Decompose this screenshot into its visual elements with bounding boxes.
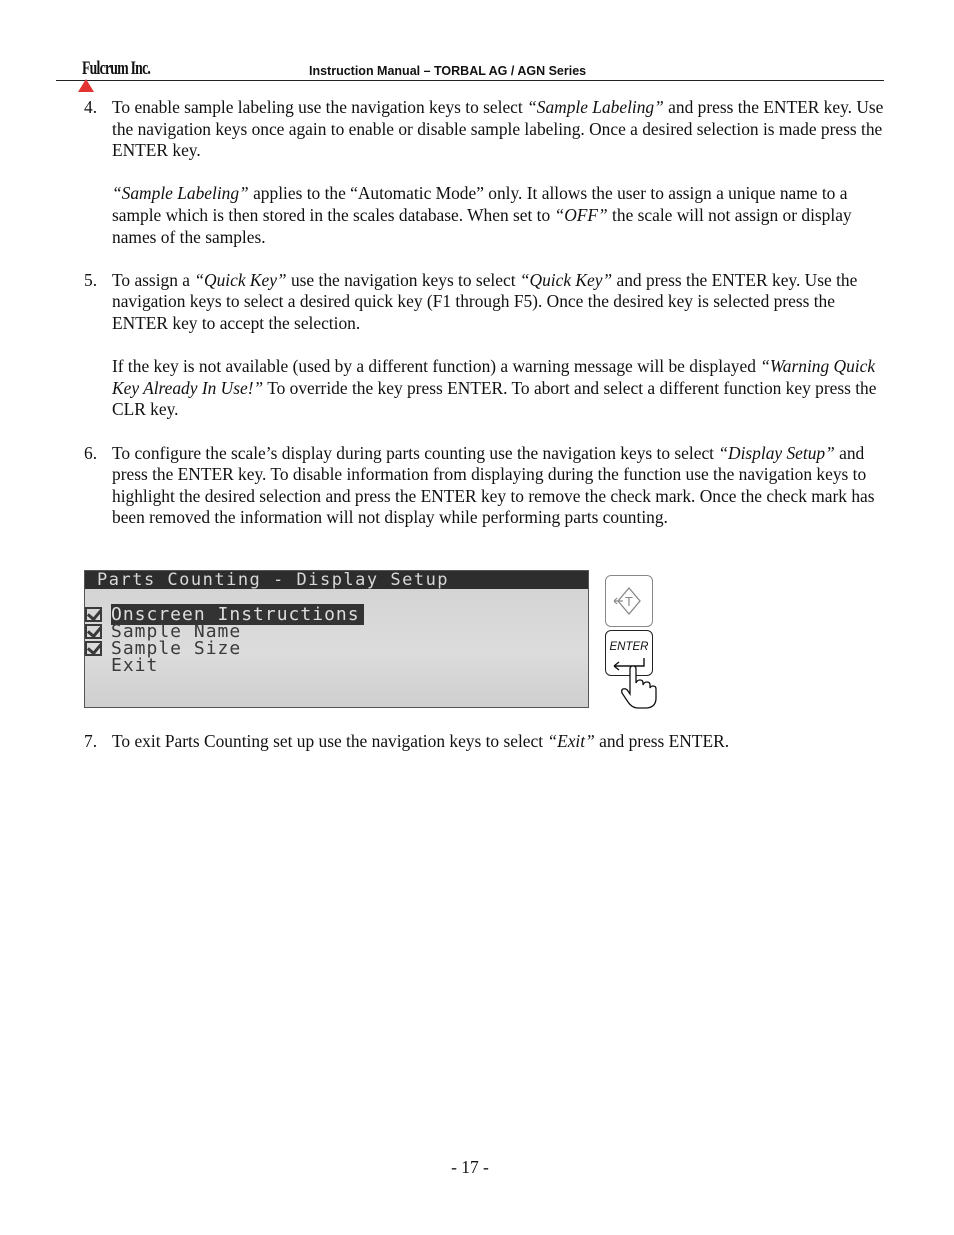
step-paragraph [112, 270, 884, 335]
lcd-row-label: Sample Size [111, 638, 242, 659]
logo-triangle-icon [78, 79, 94, 92]
text-run: “Quick Key” [194, 269, 287, 290]
text-run: and press the ENTER key. Use the navigation keys to select a desired quick key (F1 through F5). Once the desired key is selected press the ENTER key to accept the selection. [112, 269, 858, 333]
tare-key [605, 575, 653, 627]
text-run: and press ENTER. [594, 731, 730, 751]
step-paragraph [112, 356, 884, 421]
text-run: To exit Parts Counting set up use the navigation keys to select [112, 731, 548, 751]
text-run: “OFF” [554, 204, 608, 225]
step-number: 6. [84, 442, 98, 463]
text-run: “Display Setup” [718, 442, 835, 463]
text-run: and press the ENTER key. To disable information from displaying during the function use the navigation keys to highlight the desired selection and press the ENTER key to remove the check mark. Once the check mark has been removed the information will not display while performing parts counting. [112, 442, 875, 528]
step-number: 5. [84, 269, 98, 290]
text-run: “Exit” [547, 731, 595, 751]
lcd-display-screenshot [84, 570, 589, 708]
text-run: “Warning Quick Key Already In Use!” [112, 356, 876, 398]
text-run: To enable sample labeling use the navigation keys to select [112, 97, 528, 117]
svg-text:T: T [625, 594, 633, 609]
checkbox-checked-icon [85, 641, 102, 656]
step-7-container [84, 731, 884, 753]
checkbox-checked-icon [85, 607, 102, 622]
text-run: “Sample Labeling” [527, 97, 664, 117]
step-4 [84, 97, 884, 248]
text-run: To configure the scale’s display during parts counting use the navigation keys to select [112, 442, 719, 463]
text-run: applies to the “Automatic Mode” only. It allows the user to assign a unique name to a sample which is then stored in the scales database. When set to [112, 183, 848, 225]
lcd-row-sample-size [85, 640, 245, 657]
page-header [56, 58, 884, 81]
step-number: 7. [84, 731, 98, 751]
step-6 [84, 443, 884, 529]
lcd-row-label: Sample Name [111, 621, 242, 642]
text-run: use the navigation keys to select [286, 269, 520, 290]
text-run: “Quick Key” [519, 269, 613, 290]
text-run: To assign a [112, 269, 195, 290]
text-run: the scale will not assign or display names of the samples. [112, 204, 852, 247]
step-7 [84, 731, 884, 753]
text-run: “Sample Labeling” [112, 183, 249, 204]
lcd-row-exit [85, 657, 162, 674]
step-5 [84, 270, 884, 421]
lcd-row-label: Exit [111, 655, 159, 676]
company-logo: Fulcrum Inc. [82, 58, 151, 79]
tare-key-icon [606, 576, 652, 626]
lcd-row-label: Onscreen Instructions [111, 604, 364, 625]
text-run: To override the key press ENTER. To abort and select a different function key press the CLR key. [112, 377, 877, 420]
main-content [84, 97, 884, 529]
step-number: 4. [84, 97, 98, 117]
step-paragraph [112, 731, 884, 753]
text-run: and press the ENTER key. Use the navigation keys once again to enable or disable sample labeling. Once a desired selection is made press the ENTER key. [112, 97, 884, 161]
svg-text:ENTER: ENTER [609, 641, 649, 653]
lcd-title-bar: Parts Counting - Display Setup [85, 571, 588, 589]
step-paragraph [112, 183, 884, 248]
pressing-hand-icon [620, 665, 660, 710]
header-title: Instruction Manual – TORBAL AG / AGN Series [309, 64, 587, 78]
step-paragraph [112, 97, 884, 162]
page-number: - 17 - [451, 1157, 489, 1177]
text-run: If the key is not available (used by a different function) a warning message will be displayed [112, 356, 761, 377]
step-paragraph [112, 443, 884, 529]
checkbox-checked-icon [85, 624, 102, 639]
